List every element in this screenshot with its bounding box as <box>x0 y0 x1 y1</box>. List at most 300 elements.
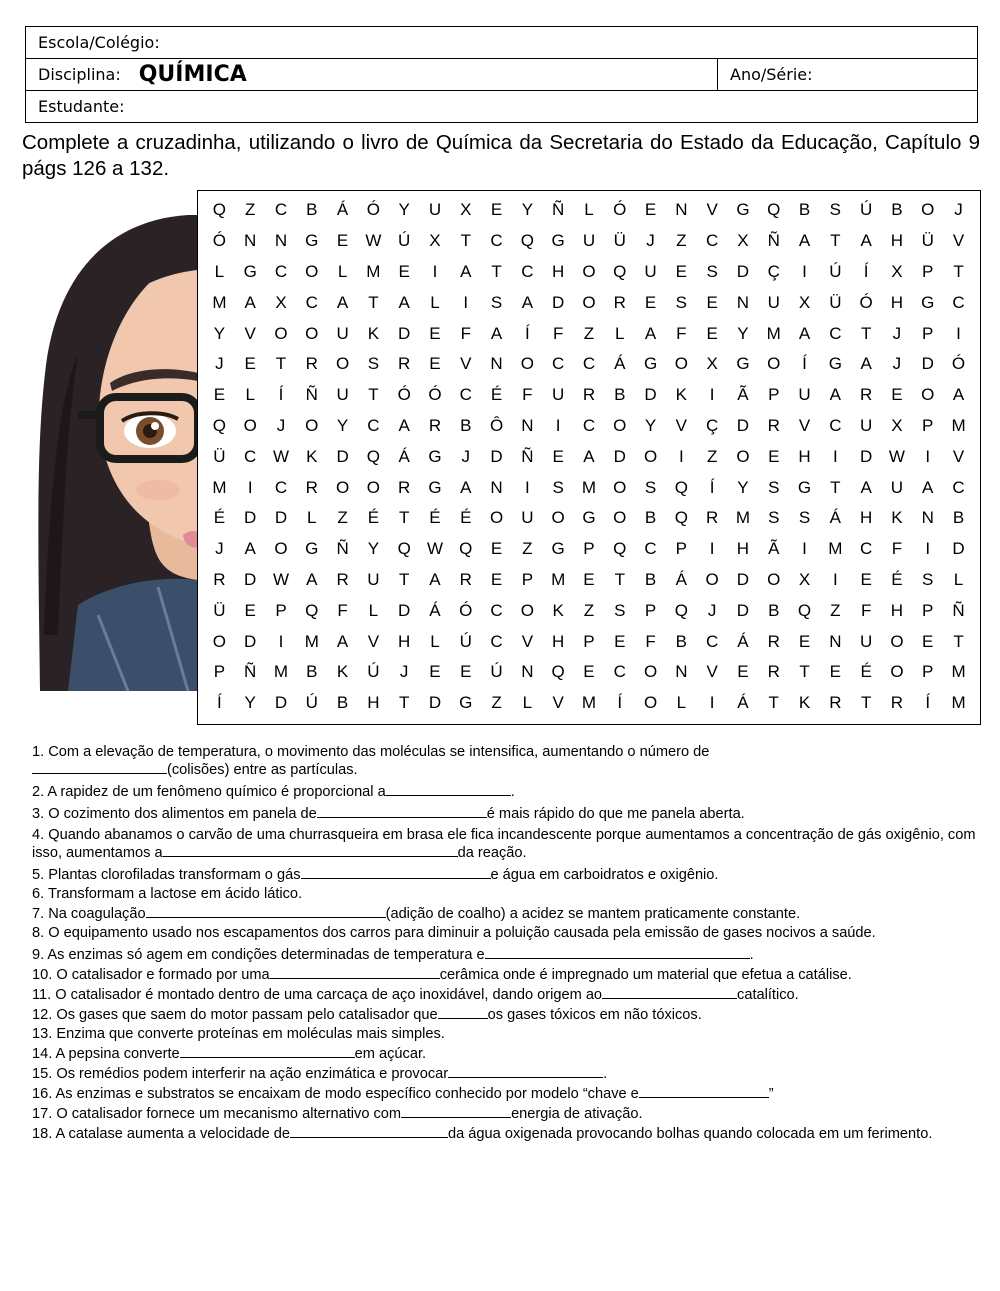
grid-letter: G <box>459 693 473 713</box>
grid-letter: P <box>675 539 688 559</box>
grid-letter: Y <box>398 200 410 220</box>
question-text: 3. O cozimento dos alimentos em panela de <box>32 806 317 822</box>
answer-blank[interactable] <box>270 966 440 979</box>
answer-blank[interactable] <box>401 1105 511 1118</box>
grid-letter: R <box>398 477 411 497</box>
subject-name: QUÍMICA <box>138 62 247 87</box>
question-item <box>32 1125 977 1143</box>
grid-letter: L <box>307 508 317 528</box>
grid-letter: O <box>643 662 658 682</box>
grid-letter: E <box>737 662 749 682</box>
grid-letter: L <box>430 292 440 312</box>
question-text-end: da água oxigenada provocando bolhas quando colocada em um ferimento. <box>448 1126 933 1142</box>
grid-letter: A <box>798 231 811 251</box>
grid-letter: O <box>582 292 596 312</box>
grid-letter: A <box>460 261 472 281</box>
answer-blank[interactable] <box>639 1085 769 1098</box>
grid-letter: C <box>644 539 657 559</box>
grid-letter: Á <box>737 693 749 713</box>
grid-letter: Ü <box>921 231 934 251</box>
instructions-text: Complete a cruzadinha, utilizando o livro de Química da Secretaria do Estado da Educação, Capítulo 9 págs 126 a 132. <box>22 131 980 180</box>
grid-letter: P <box>922 415 934 435</box>
grid-letter: Ñ <box>305 385 318 405</box>
answer-blank[interactable] <box>448 1065 603 1078</box>
grid-letter: X <box>429 231 441 251</box>
grid-letter: E <box>891 385 903 405</box>
grid-letter: O <box>243 415 257 435</box>
grid-letter: I <box>463 292 469 312</box>
word-search-grid <box>197 190 981 725</box>
grid-letter: E <box>644 200 657 220</box>
grid-letter: G <box>643 354 658 374</box>
grid-letter: Ñ <box>552 200 565 220</box>
answer-blank[interactable] <box>180 1045 355 1058</box>
grid-letter: B <box>306 200 318 220</box>
grid-letter: Í <box>802 354 807 374</box>
grid-letter: O <box>643 446 658 466</box>
question-item <box>32 1105 977 1123</box>
grid-letter: Ü <box>829 292 842 312</box>
grid-letter: Í <box>278 385 284 405</box>
grid-letter: D <box>644 385 657 405</box>
grid-letter: K <box>306 446 318 466</box>
grid-letter: K <box>367 323 380 343</box>
question-text: 1. Com a elevação de temperatura, o movimento das moléculas se intensifica, aumentando o número de <box>32 744 710 760</box>
grid-letter: O <box>921 200 935 220</box>
grid-letter: T <box>368 385 379 405</box>
grid-letter: T <box>398 569 410 589</box>
grid-letter: O <box>767 569 781 589</box>
grid-letter: E <box>490 539 503 559</box>
discipline-cell <box>26 59 718 90</box>
grid-letter: R <box>305 477 318 497</box>
question-item <box>32 783 977 801</box>
questions-list <box>32 744 977 1145</box>
grid-letter: W <box>426 539 443 559</box>
question-item <box>32 805 977 823</box>
grid-letter: M <box>766 323 781 343</box>
grid-letter: F <box>645 631 656 651</box>
grid-letter: L <box>368 600 379 620</box>
grid-letter: A <box>429 569 441 589</box>
question-item <box>32 886 977 903</box>
grid-letter: E <box>429 354 441 374</box>
grid-letter: D <box>244 508 257 528</box>
question-text-end: ” <box>768 1086 774 1102</box>
avatar-illustration <box>38 215 198 691</box>
grid-letter: É <box>460 508 472 528</box>
grid-letter: E <box>922 631 934 651</box>
grid-letter: H <box>398 631 411 651</box>
question-text-end: . <box>603 1066 608 1082</box>
grid-letter: S <box>922 569 934 589</box>
grid-letter: D <box>398 323 411 343</box>
grid-letter: Y <box>213 323 226 343</box>
grid-letter: Ô <box>489 415 504 435</box>
grid-letter: X <box>460 200 472 220</box>
grid-letter: Á <box>614 354 626 374</box>
grid-letter: O <box>705 569 719 589</box>
grid-letter: L <box>430 631 440 651</box>
grid-letter: R <box>829 693 842 713</box>
question-text: 17. O catalisador fornece um mecanismo alternativo com <box>32 1106 402 1122</box>
grid-letter: U <box>521 508 534 528</box>
grid-letter: O <box>643 693 658 713</box>
grid-letter: T <box>614 569 625 589</box>
grid-letter: V <box>952 446 965 466</box>
grid-letter: S <box>644 477 657 497</box>
grid-letter: F <box>460 323 471 343</box>
question-item <box>32 986 977 1004</box>
grid-letter: Ü <box>213 600 226 620</box>
grid-letter: T <box>768 693 779 713</box>
grid-letter: A <box>244 292 256 312</box>
grid-letter: Q <box>397 539 411 559</box>
grid-letter: R <box>767 415 780 435</box>
grid-letter: B <box>306 662 318 682</box>
grid-letter: N <box>675 200 688 220</box>
grid-letter: E <box>798 631 811 651</box>
grid-row <box>204 287 974 318</box>
answer-blank[interactable] <box>163 844 458 857</box>
grid-letter: N <box>736 292 750 312</box>
grid-letter: O <box>274 323 288 343</box>
question-item <box>32 866 977 884</box>
question-text-end: energia de ativação. <box>511 1106 643 1122</box>
grid-row <box>204 318 974 349</box>
grid-letter: O <box>335 354 350 374</box>
grid-letter: X <box>798 292 811 312</box>
grid-letter: L <box>615 323 625 343</box>
grid-letter: Z <box>337 508 348 528</box>
grid-letter: D <box>490 446 503 466</box>
grid-letter: A <box>306 569 318 589</box>
grid-letter: I <box>709 385 715 405</box>
grid-letter: R <box>767 631 780 651</box>
grid-letter: M <box>366 261 381 281</box>
grid-letter: U <box>644 261 657 281</box>
question-text: 12. Os gases que saem do motor passam pelo catalisador que <box>32 1007 438 1023</box>
grid-letter: L <box>214 261 225 281</box>
grid-letter: T <box>275 354 287 374</box>
grid-letter: T <box>953 631 964 651</box>
grid-letter: E <box>829 662 841 682</box>
header-form <box>25 26 978 123</box>
question-text-end: e água em carboidratos e oxigênio. <box>490 867 719 883</box>
grid-letter: Á <box>737 631 749 651</box>
grid-letter: G <box>797 477 812 497</box>
grid-letter: O <box>613 508 627 528</box>
grid-letter: Z <box>583 323 595 343</box>
grid-letter: I <box>247 477 253 497</box>
grid-letter: W <box>888 446 905 466</box>
grid-row <box>204 411 974 442</box>
grid-letter: V <box>675 415 688 435</box>
grid-letter: L <box>676 693 687 713</box>
grid-letter: X <box>275 292 287 312</box>
grid-letter: E <box>490 569 503 589</box>
grid-row <box>204 349 974 380</box>
grid-letter: Q <box>212 200 227 220</box>
grid-letter: M <box>951 662 966 682</box>
grid-letter: T <box>830 477 841 497</box>
grid-letter: Q <box>520 231 534 251</box>
grid-letter: O <box>890 631 904 651</box>
grid-letter: S <box>798 508 811 528</box>
grid-letter: E <box>244 600 256 620</box>
grid-letter: A <box>922 477 934 497</box>
grid-letter: Í <box>617 693 623 713</box>
grid-letter: D <box>736 261 750 281</box>
grid-letter: Q <box>674 477 688 497</box>
grid-letter: C <box>859 539 873 559</box>
student-row <box>26 91 977 122</box>
grid-letter: G <box>921 292 935 312</box>
grid-letter: Q <box>305 600 319 620</box>
grid-letter: E <box>706 323 718 343</box>
grid-letter: F <box>676 323 687 343</box>
grid-letter: P <box>275 600 287 620</box>
grid-letter: Q <box>212 415 227 435</box>
answer-blank[interactable] <box>485 946 750 959</box>
grid-letter: T <box>860 323 872 343</box>
grid-letter: A <box>336 292 349 312</box>
grid-letter: N <box>921 508 934 528</box>
grid-letter: Z <box>583 600 595 620</box>
grid-letter: A <box>521 292 534 312</box>
grid-letter: L <box>584 200 594 220</box>
grid-letter: D <box>398 600 411 620</box>
grid-letter: I <box>432 261 438 281</box>
grid-letter: Ü <box>213 446 226 466</box>
grid-letter: Ü <box>613 231 626 251</box>
grid-letter: E <box>706 292 718 312</box>
grid-letter: D <box>736 415 750 435</box>
grid-letter: T <box>799 662 810 682</box>
answer-blank[interactable] <box>386 783 511 796</box>
grid-letter: Á <box>429 600 441 620</box>
grid-row <box>204 688 974 719</box>
answer-blank[interactable] <box>146 905 386 918</box>
grid-letter: G <box>736 354 750 374</box>
grid-letter: W <box>272 446 290 466</box>
grid-letter: É <box>490 385 503 405</box>
grid-letter: R <box>305 354 318 374</box>
grid-letter: Q <box>613 261 627 281</box>
grid-letter: P <box>583 539 595 559</box>
grid-letter: I <box>925 539 931 559</box>
grid-letter: E <box>583 662 595 682</box>
grid-letter: D <box>552 292 565 312</box>
question-item <box>32 1085 977 1103</box>
grid-letter: O <box>520 354 534 374</box>
grid-letter: L <box>337 261 348 281</box>
grid-letter: P <box>922 323 934 343</box>
answer-blank[interactable] <box>290 1125 448 1138</box>
grid-letter: U <box>367 569 380 589</box>
grid-letter: A <box>798 323 811 343</box>
grid-letter: M <box>304 631 319 651</box>
grid-letter: P <box>583 631 595 651</box>
grid-letter: R <box>613 292 626 312</box>
grid-letter: B <box>336 693 349 713</box>
grid-letter: A <box>952 385 965 405</box>
grid-letter: D <box>274 508 288 528</box>
answer-blank[interactable] <box>602 986 737 999</box>
grid-letter: C <box>829 323 842 343</box>
grid-letter: O <box>551 508 565 528</box>
grid-letter: C <box>459 385 472 405</box>
grid-letter: Ã <box>737 385 749 405</box>
grid-letter: H <box>890 292 904 312</box>
answer-blank[interactable] <box>301 866 491 879</box>
student-label: Estudante: <box>38 97 125 116</box>
grid-row <box>204 472 974 503</box>
grid-letter: Y <box>644 415 657 435</box>
question-text-end: é mais rápido do que me panela aberta. <box>486 806 745 822</box>
grid-letter: G <box>428 446 442 466</box>
grid-letter: E <box>213 385 226 405</box>
grid-letter: C <box>274 477 288 497</box>
grid-letter: I <box>709 539 715 559</box>
question-text: 8. O equipamento usado nos escapamentos dos carros para diminuir a poluição causada pela emissão de gases nocivos a saúde. <box>32 925 876 941</box>
discipline-row <box>26 59 977 91</box>
grid-letter: Ñ <box>952 600 965 620</box>
answer-blank[interactable] <box>32 761 167 774</box>
grid-letter: Í <box>709 477 715 497</box>
grid-letter: P <box>521 569 534 589</box>
question-item <box>32 1045 977 1063</box>
grid-letter: O <box>335 477 350 497</box>
grid-letter: Q <box>613 539 627 559</box>
grid-letter: N <box>490 477 503 497</box>
grid-letter: M <box>951 415 966 435</box>
grid-letter: B <box>644 569 657 589</box>
grid-letter: P <box>922 662 934 682</box>
grid-letter: Q <box>366 446 380 466</box>
grid-letter: X <box>798 569 811 589</box>
grid-letter: E <box>429 323 441 343</box>
grid-letter: Ó <box>951 354 966 374</box>
grid-letter: Y <box>367 539 380 559</box>
grid-letter: U <box>552 385 565 405</box>
grid-letter: J <box>399 662 409 682</box>
grid-letter: Ñ <box>336 539 349 559</box>
grid-letter: A <box>829 385 841 405</box>
grid-letter: S <box>614 600 626 620</box>
grid-letter: M <box>828 539 843 559</box>
grid-letter: T <box>460 231 471 251</box>
year-label: Ano/Série: <box>730 65 813 84</box>
question-text-end: . <box>510 784 515 800</box>
answer-blank[interactable] <box>438 1006 488 1019</box>
grid-letter: B <box>675 631 688 651</box>
grid-letter: I <box>709 693 715 713</box>
grid-row <box>204 534 974 565</box>
grid-letter: Ó <box>366 200 380 220</box>
grid-letter: Z <box>245 200 256 220</box>
grid-letter: S <box>768 477 780 497</box>
grid-letter: R <box>582 385 596 405</box>
grid-letter: E <box>552 446 564 466</box>
grid-letter: B <box>644 508 657 528</box>
grid-letter: I <box>525 477 530 497</box>
grid-letter: U <box>890 477 904 497</box>
grid-letter: M <box>212 477 227 497</box>
grid-letter: T <box>398 508 410 528</box>
question-text: 4. Quando abanamos o carvão de uma churrasqueira em brasa ele fica incandescente porque aumentamos a concentração de gás oxigênio, com isso, aumentamos a <box>32 827 976 861</box>
grid-letter: T <box>491 261 502 281</box>
grid-letter: A <box>460 477 472 497</box>
grid-letter: Ú <box>829 261 842 281</box>
grid-letter: H <box>736 539 750 559</box>
grid-letter: E <box>768 446 780 466</box>
grid-letter: N <box>274 231 288 251</box>
grid-letter: Z <box>522 539 533 559</box>
grid-letter: O <box>613 477 627 497</box>
grid-letter: Y <box>521 200 534 220</box>
grid-letter: Í <box>863 261 869 281</box>
grid-letter: H <box>367 693 380 713</box>
grid-letter: B <box>891 200 903 220</box>
grid-letter: S <box>490 292 503 312</box>
grid-letter: K <box>552 600 564 620</box>
grid-letter: G <box>305 231 319 251</box>
grid-letter: Y <box>244 693 256 713</box>
grid-letter: O <box>489 508 504 528</box>
grid-letter: S <box>367 354 380 374</box>
question-text-end: (adição de coalho) a acidez se mantem praticamente constante. <box>385 906 801 922</box>
grid-letter: O <box>736 446 750 466</box>
grid-letter: H <box>859 508 873 528</box>
grid-letter: R <box>459 569 472 589</box>
grid-letter: E <box>490 200 503 220</box>
grid-letter: O <box>921 385 935 405</box>
grid-letter: I <box>832 446 838 466</box>
grid-letter: H <box>552 261 565 281</box>
grid-letter: M <box>551 569 566 589</box>
grid-letter: P <box>768 385 780 405</box>
grid-letter: N <box>521 415 534 435</box>
question-text-end: da reação. <box>457 845 527 861</box>
grid-letter: Y <box>336 415 349 435</box>
grid-letter: Ú <box>398 231 411 251</box>
grid-letter: A <box>860 477 872 497</box>
grid-letter: Ç <box>767 261 780 281</box>
grid-letter: D <box>428 693 442 713</box>
grid-letter: A <box>490 323 503 343</box>
answer-blank[interactable] <box>317 805 487 818</box>
grid-letter: R <box>706 508 719 528</box>
grid-row <box>204 626 974 657</box>
grid-letter: D <box>613 446 626 466</box>
grid-letter: C <box>829 415 842 435</box>
grid-letter: Á <box>398 446 410 466</box>
grid-letter: C <box>952 292 965 312</box>
grid-letter: É <box>429 508 441 528</box>
grid-letter: Ó <box>428 385 442 405</box>
question-text: 7. Na coagulação <box>32 906 146 922</box>
grid-letter: D <box>736 569 750 589</box>
grid-letter: Z <box>706 446 718 466</box>
grid-letter: V <box>367 631 380 651</box>
grid-letter: Q <box>674 600 688 620</box>
school-label: Escola/Colégio: <box>38 33 160 52</box>
grid-letter: D <box>274 693 288 713</box>
grid-letter: L <box>953 569 964 589</box>
grid-letter: A <box>398 415 410 435</box>
grid-letter: E <box>675 261 688 281</box>
